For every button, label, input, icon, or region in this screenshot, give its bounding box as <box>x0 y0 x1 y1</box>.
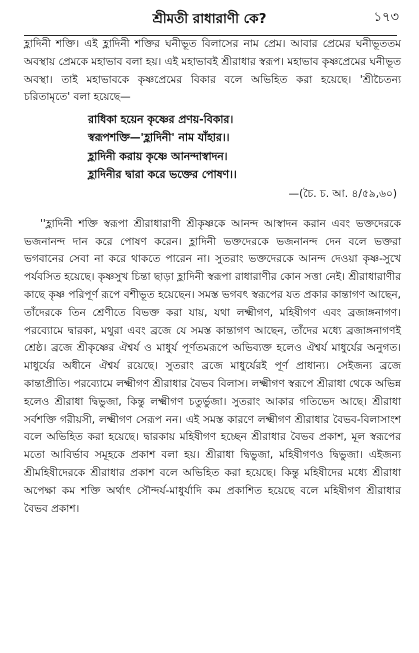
verse-line: রাধিকা হয়েন কৃষ্ণের প্রণয়-বিকার। <box>88 113 234 127</box>
running-head: শ্রীমতী রাধারাণী কে? <box>152 11 267 27</box>
page-body <box>24 36 401 518</box>
verse-quote <box>24 111 401 184</box>
verse-line: হ্লাদিনীর দ্বারা করে ভক্তের পোষণ।। <box>88 167 237 181</box>
paragraph-main: ''হ্লাদিনী শক্তি স্বরূপা শ্রীরাধারাণী শ্রীকৃষ্ণকে আনন্দ আস্বাদন করান এবং ভক্তদেরকে ভজনানন্দ দান করে পোষণ করেন। হ্লাদিনী ভক্তদেরকে ভজনানন্দ দেন বলে ভক্তরা ভগবানের সেবা না করে থাকতে পারেন না। সুতরাং ভক্তদেরকে আনন্দ দেওয়া কৃষ্ণ-সুখে পর্যবসিত হয়েছে। কৃষ্ণসুখ চিন্তা ছাড়া হ্লাদিনী স্বরূপা রাধারাণীর কোন সত্তা নেই। শ্রীরাধারাণীর কাছে কৃষ্ণ পরিপূর্ণ রূপে বশীভূত হয়েছেন। সমস্ত ভগবৎ স্বরূপের যত প্রকার কান্তাগণ আছেন, তাঁদেরকে তিন শ্রেণীতে বিভক্ত করা যায়, যথা লক্ষ্মীগণ, মহিষীগণ এবং ব্রজাঙ্গনাগণ। পরব্যোমে দ্বারকা, মথুরা এবং ব্রজে যে সমস্ত কান্তাগণ আছেন, তাঁদের মধ্যে ব্রজাঙ্গনাগণই শ্রেষ্ঠ। ব্রজে শ্রীকৃষ্ণের ঐশ্বর্য ও মাধুর্য পূর্ণতমরূপে অভিব্যক্ত হলেও ঐশ্বর্য মাধুর্যের অনুগত। মাধুর্যের অধীনে ঐশ্বর্য রয়েছে। সুতরাং ব্রজে মাধুর্যেরই পূর্ণ প্রাধান্য। সেইজন্য ব্রজে কান্তাপ্রীতি। পরব্যোমে লক্ষ্মীগণ শ্রীরাধার বৈভব বিলাস। লক্ষ্মীগণ স্বরূপে শ্রীরাধা থেকে অভিন্ন হলেও শ্রীরাধা দ্বিভুজা, কিন্তু লক্ষ্মীগণ চতুর্ভুজা। সুতরাং আকার গতিভেদ আছে। শ্রীরাধা সর্বশক্তি গরীয়সী, লক্ষ্মীগণ সেরূপ নন। এই সমস্ত কারণে লক্ষ্মীগণ শ্রীরাধার বৈভব-বিলাসাংশ বলে অভিহিত করা হয়েছে। দ্বারকায় মহিষীগণ হচ্ছেন শ্রীরাধার বৈভব প্রকাশ, মূল স্বরূপের মতো আবির্ভাব সমূহকে প্রকাশ বলা হয়। শ্রীরাধা দ্বিভুজা, মহিষীগণও দ্বিভুজা। এইজন্য শ্রীমহিষীদেরকে শ্রীরাধার প্রকাশ বলে অভিহিত করা হয়েছে। কিন্তু মহিষীদের মধ্যে শ্রীরাধা অপেক্ষা কম শক্তি অর্থাৎ সৌন্দর্য-মাধুর্যাদি কম প্রকাশিত হয়েছে বলে মহিষীগণ শ্রীরাধার বৈভব প্রকাশ। <box>24 217 401 515</box>
paragraph-intro: হ্লাদিনী শক্তি। এই হ্লাদিনী শক্তির ঘনীভূত বিলাসের নাম প্রেম। আবার প্রেমের ঘনীভূততম অবস্থায় প্রেমকে মহাভাব বলা হয়। এই মহাভাবই শ্রীরাধার স্বরূপ। মহাভাব কৃষ্ণপ্রেমের ঘনীভূত অবস্থা। তাই মহাভাবকে কৃষ্ণপ্রেমের বিকার বলে অভিহিত করা হয়েছে। 'শ্রীচৈতন্য চরিতামৃতে' বলা হয়েছে— <box>24 38 401 104</box>
verse-citation: —(চৈ. চ. আ. ৪/৫৯,৬০) <box>288 188 397 200</box>
page-header <box>0 8 419 32</box>
page-number: ১৭৩ <box>373 10 399 25</box>
verse-line: হ্লাদিনী করায় কৃষ্ণে আনন্দাস্বাদন। <box>88 149 228 163</box>
verse-line: স্বরূপশক্তি—'হ্লাদিনী' নাম যাঁহার।। <box>88 131 230 145</box>
